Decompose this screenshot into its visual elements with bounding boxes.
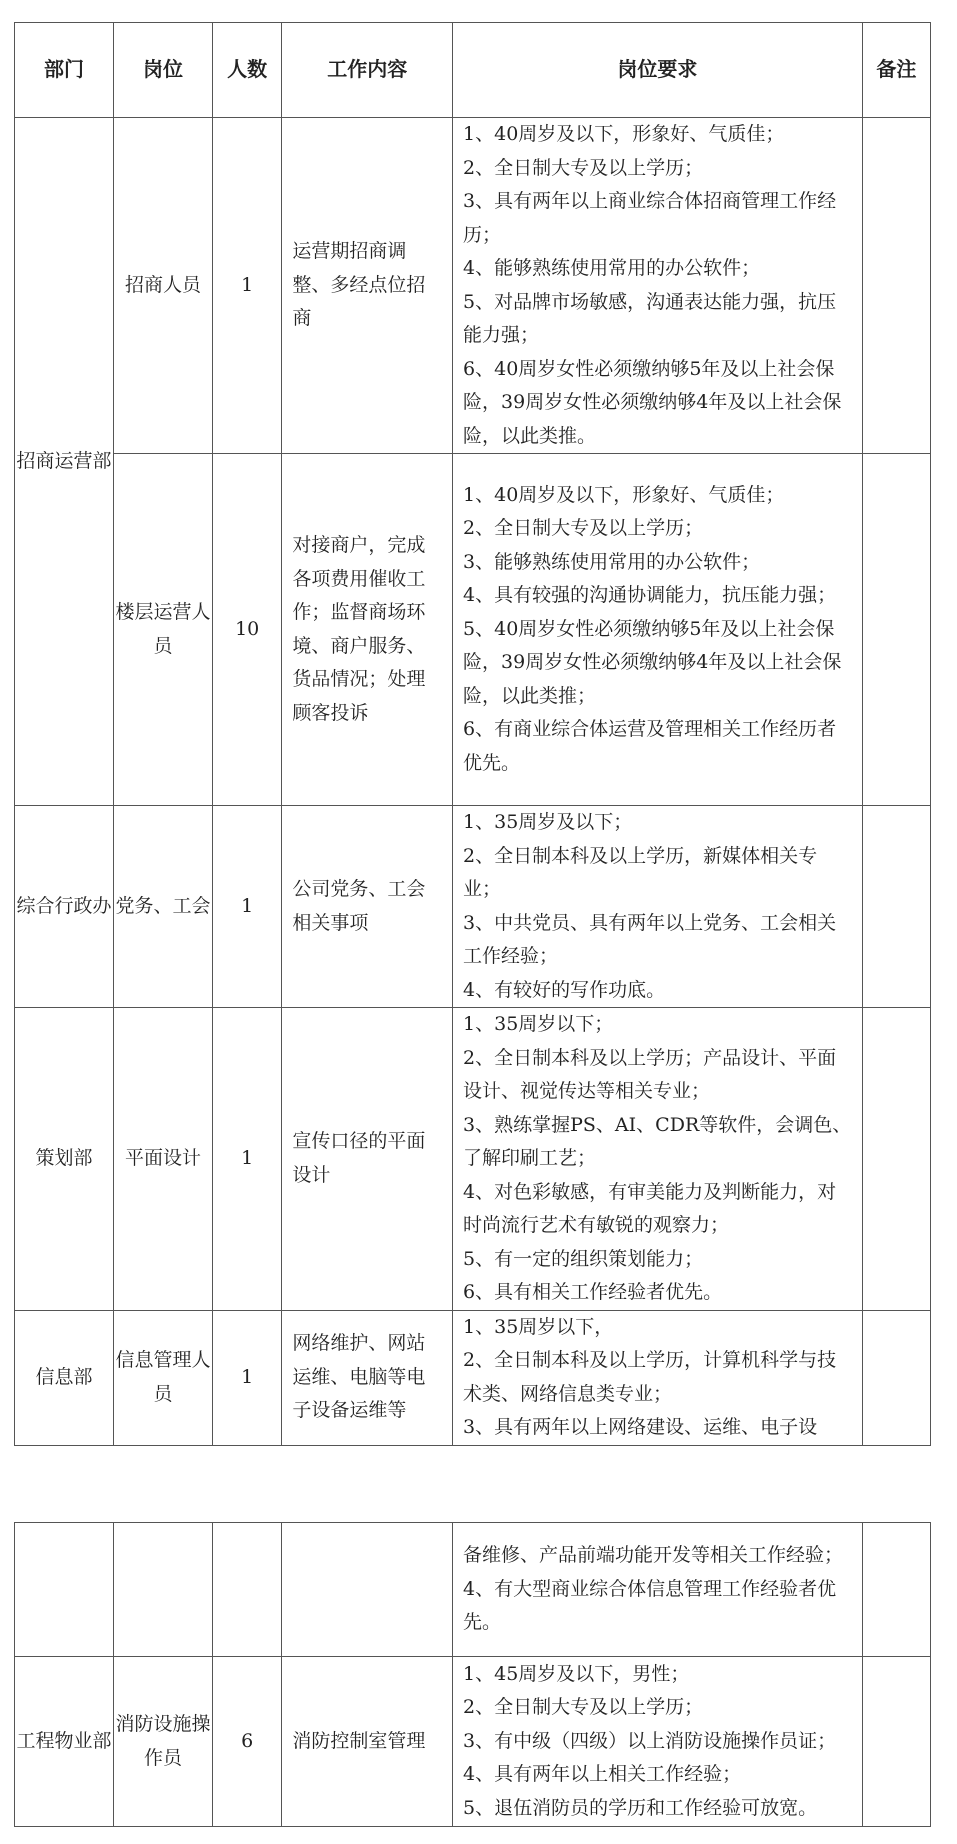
requirements-cell [453, 454, 863, 806]
remarks-cell [862, 1523, 930, 1657]
requirement-item: 2、全日制本科及以上学历，新媒体相关专业； [463, 844, 818, 900]
requirement-item: 4、有大型商业综合体信息管理工作经验者优先。 [463, 1577, 837, 1634]
header-remarks: 备注 [862, 23, 930, 118]
header-duties: 工作内容 [282, 23, 453, 118]
requirement-item: 3、有中级（四级）以上消防设施操作员证； [463, 1729, 837, 1752]
requirement-item: 1、40周岁及以下，形象好、气质佳； [463, 483, 785, 506]
requirement-item: 备维修、产品前端功能开发等相关工作经验； [463, 1544, 844, 1567]
requirements-cell [453, 1657, 863, 1827]
duties-cell: 网络维护、网站运维、电脑等电子设备运维等 [282, 1310, 453, 1445]
remarks-cell [862, 806, 930, 1008]
requirement-item: 2、全日制大专及以上学历； [463, 517, 704, 540]
recruitment-table [14, 22, 931, 1446]
remarks-cell [862, 118, 930, 454]
duties-cell: 宣传口径的平面设计 [282, 1008, 453, 1311]
remarks-cell [862, 1008, 930, 1311]
requirement-item: 5、有一定的组织策划能力； [463, 1247, 704, 1270]
requirement-item: 6、40周岁女性必须缴纳够5年及以上社会保险，39周岁女性必须缴纳够4年及以上社会保险，以此类推。 [463, 357, 842, 447]
requirement-item: 1、40周岁及以下，形象好、气质佳； [463, 123, 785, 145]
table-row [15, 1657, 931, 1827]
duties-cell: 消防控制室管理 [282, 1657, 453, 1827]
position-cell: 信息管理人员 [113, 1310, 212, 1445]
position-cell: 消防设施操作员 [113, 1657, 212, 1827]
requirement-item: 4、有较好的写作功底。 [463, 978, 666, 1001]
requirement-item: 6、有商业综合体运营及管理相关工作经历者优先。 [463, 718, 837, 774]
count-cell: 6 [212, 1657, 281, 1827]
requirement-item: 5、对品牌市场敏感，沟通表达能力强，抗压能力强； [463, 290, 837, 346]
requirement-item: 3、具有两年以上网络建设、运维、电子设 [463, 1416, 818, 1438]
dept-cell: 综合行政办 [15, 806, 114, 1008]
position-cell: 党务、工会 [113, 806, 212, 1008]
requirement-item: 3、中共党员、具有两年以上党务、工会相关工作经验； [463, 911, 837, 967]
count-cell: 1 [212, 806, 281, 1008]
header-dept: 部门 [15, 23, 114, 118]
requirement-item: 1、35周岁以下， [463, 1315, 614, 1338]
count-cell: 1 [212, 1310, 281, 1445]
recruitment-table-continued [14, 1522, 931, 1827]
requirement-item: 4、能够熟练使用常用的办公软件； [463, 257, 761, 279]
requirement-item: 2、全日制本科及以上学历；产品设计、平面设计、视觉传达等相关专业； [463, 1046, 837, 1102]
dept-cell: 工程物业部 [15, 1657, 114, 1827]
requirements-cell [453, 1310, 863, 1445]
position-cell [113, 1523, 212, 1657]
table-row [15, 454, 931, 806]
table-row [15, 806, 931, 1008]
requirements-cell [453, 1523, 863, 1657]
requirement-item: 4、具有两年以上相关工作经验； [463, 1763, 742, 1786]
requirement-item: 1、35周岁以下； [463, 1013, 614, 1035]
count-cell: 1 [212, 118, 281, 454]
requirement-item: 5、退伍消防员的学历和工作经验可放宽。 [463, 1796, 818, 1819]
duties-cell [282, 1523, 453, 1657]
requirement-item: 1、45周岁及以下，男性； [463, 1662, 690, 1685]
remarks-cell [862, 1310, 930, 1445]
position-cell: 平面设计 [113, 1008, 212, 1311]
requirement-item: 4、具有较强的沟通协调能力，抗压能力强； [463, 584, 837, 607]
position-cell: 楼层运营人员 [113, 454, 212, 806]
requirement-item: 2、全日制大专及以上学历； [463, 156, 704, 179]
count-cell: 10 [212, 454, 281, 806]
requirement-item: 2、全日制大专及以上学历； [463, 1696, 704, 1719]
requirements-cell [453, 1008, 863, 1311]
header-count: 人数 [212, 23, 281, 118]
table-row [15, 1310, 931, 1445]
dept-cell: 策划部 [15, 1008, 114, 1311]
dept-cell [15, 1523, 114, 1657]
duties-cell: 对接商户，完成各项费用催收工作；监督商场环境、商户服务、货品情况；处理顾客投诉 [282, 454, 453, 806]
requirement-item: 5、40周岁女性必须缴纳够5年及以上社会保险，39周岁女性必须缴纳够4年及以上社会保险，以此类推； [463, 617, 842, 707]
count-cell [212, 1523, 281, 1657]
duties-cell: 公司党务、工会相关事项 [282, 806, 453, 1008]
requirements-cell [453, 118, 863, 454]
header-position: 岗位 [113, 23, 212, 118]
requirement-item: 3、熟练掌握PS、AI、CDR等软件，会调色、了解印刷工艺； [463, 1113, 852, 1169]
requirement-item: 3、能够熟练使用常用的办公软件； [463, 550, 761, 573]
table-row [15, 118, 931, 454]
requirement-item: 4、对色彩敏感，有审美能力及判断能力，对时尚流行艺术有敏锐的观察力； [463, 1180, 837, 1236]
table-row [15, 1008, 931, 1311]
remarks-cell [862, 454, 930, 806]
position-cell: 招商人员 [113, 118, 212, 454]
count-cell: 1 [212, 1008, 281, 1311]
requirements-cell [453, 806, 863, 1008]
requirement-item: 2、全日制本科及以上学历，计算机科学与技术类、网络信息类专业； [463, 1349, 837, 1405]
dept-cell: 招商运营部 [15, 118, 114, 806]
duties-cell: 运营期招商调整、多经点位招商 [282, 118, 453, 454]
requirement-item: 6、具有相关工作经验者优先。 [463, 1281, 723, 1303]
remarks-cell [862, 1657, 930, 1827]
header-requirements: 岗位要求 [453, 23, 863, 118]
header-row [15, 23, 931, 118]
dept-cell: 信息部 [15, 1310, 114, 1445]
requirement-item: 3、具有两年以上商业综合体招商管理工作经历； [463, 190, 837, 246]
requirement-item: 1、35周岁及以下； [463, 811, 633, 833]
table-row [15, 1523, 931, 1657]
